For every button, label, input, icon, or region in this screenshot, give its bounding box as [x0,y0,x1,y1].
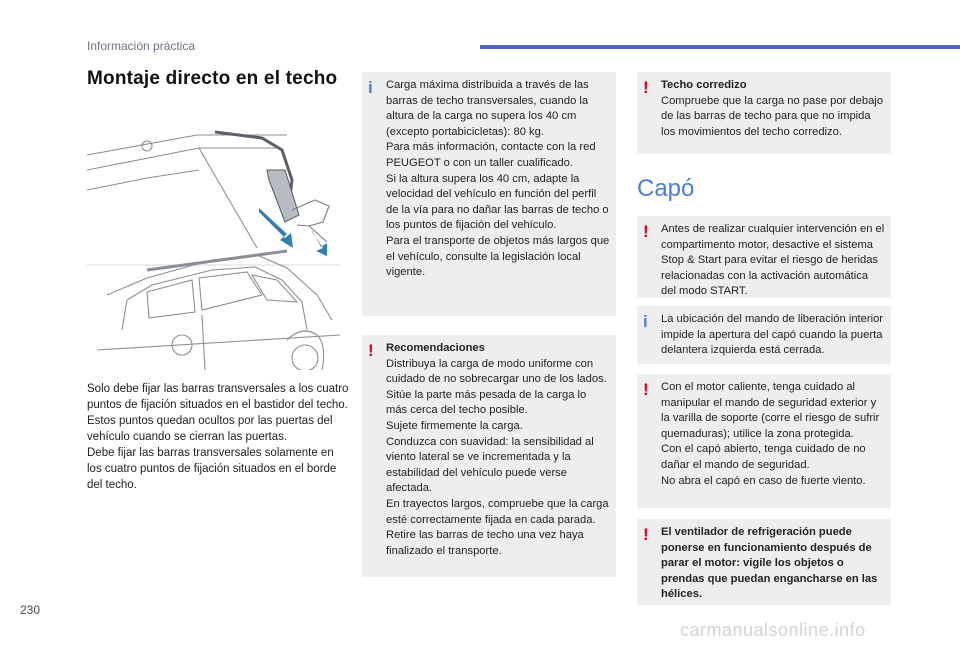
warning-box-hot-engine [637,374,891,508]
warning-line: En trayectos largos, compruebe que la carga esté correctamente fijada en cada parada. [386,497,609,526]
warning-text: Antes de realizar cualquier intervención en el compartimento motor, desactive el sistema Stop & Start para evitar el riesgo de heridas relacionadas con la activación automática del modo START. [661,223,885,298]
warning-icon: ! [643,222,649,241]
warning-icon: ! [643,78,649,97]
running-header: Información práctica [87,39,196,53]
section-heading-roof-mounting: Montaje directo en el techo [87,68,338,89]
box-title: Recomendaciones [386,342,485,354]
watermark: carmanualsonline.info [680,620,866,640]
warning-box-stop-start [637,216,891,298]
roof-mounting-body [87,381,349,493]
info-line: Si la altura supera los 40 cm, adapte la velocidad del vehículo en función del perfil de la vía para no dañar las barras de techo o los puntos de fijación del vehículo. [386,172,609,232]
warning-box-recommendations [362,335,616,577]
warning-line: Distribuya la carga de modo uniforme con cuidado de no sobrecargar uno de los lados. [386,357,607,386]
car-roof-illustration [87,130,340,370]
warning-line: Con el motor caliente, tenga cuidado al manipular el mando de seguridad exterior y la varilla de soporte (corre el riesgo de sufrir quemaduras); utilice la zona protegida. [661,381,880,440]
warning-line: Sitúe la parte más pesada de la carga lo más cerca del techo posible. [386,388,587,417]
warning-text: El ventilador de refrigeración puede ponerse en funcionamiento después de parar el motor: vigile los objetos o prendas que puedan engancharse en las hélices. [661,526,878,601]
warning-line: No abra el capó en caso de fuerte viento. [661,474,866,487]
box-title: Techo corredizo [661,79,747,91]
body-paragraph: Solo debe fijar las barras transversales a los cuatro puntos de fijación situados en el bastidor del techo. Estos puntos quedan ocultos por las puertas del vehículo cuando se cierran las puertas. [87,383,349,443]
warning-text: Compruebe que la carga no pase por debajo de las barras de techo para que no impida los movimientos del techo corredizo. [661,94,884,138]
warning-box-sunroof [637,72,891,154]
warning-line: Conduzca con suavidad: la sensibilidad al viento lateral se ve incrementada y la estabilidad del vehículo puede verse afectada. [386,435,594,495]
warning-line: Con el capó abierto, tenga cuidado de no dañar el mando de seguridad. [661,443,866,471]
warning-line: Sujete firmemente la carga. [386,419,523,432]
body-paragraph: Debe fijar las barras transversales solamente en los cuatro puntos de fijación situados en el borde del techo. [87,447,337,491]
warning-line: Retire las barras de techo una vez haya finalizado el transporte. [386,529,584,557]
warning-icon: ! [368,341,374,360]
info-text: La ubicación del mando de liberación interior impide la apertura del capó cuando la puerta delantera izquierda está cerrada. [661,313,884,357]
page-number: 230 [20,603,41,617]
section-heading-hood: Capó [637,175,695,202]
info-line: Para más información, contacte con la red PEUGEOT o con un taller cualificado. [386,141,596,169]
info-line: Para el transporte de objetos más largos que el vehículo, consulte la legislación local vigente. [386,234,610,279]
warning-box-cooling-fan [637,519,891,605]
info-icon: i [643,312,648,331]
info-box-release-control [637,306,891,364]
info-line: Carga máxima distribuida a través de las barras de techo transversales, cuando la altura de la carga no supera los 40 cm (excepto portabicicletas): 80 kg. [386,79,589,138]
warning-icon: ! [643,525,649,544]
header-accent-bar [480,45,960,49]
info-box-max-load [362,72,616,316]
info-icon: i [368,78,373,97]
warning-icon: ! [643,380,649,399]
